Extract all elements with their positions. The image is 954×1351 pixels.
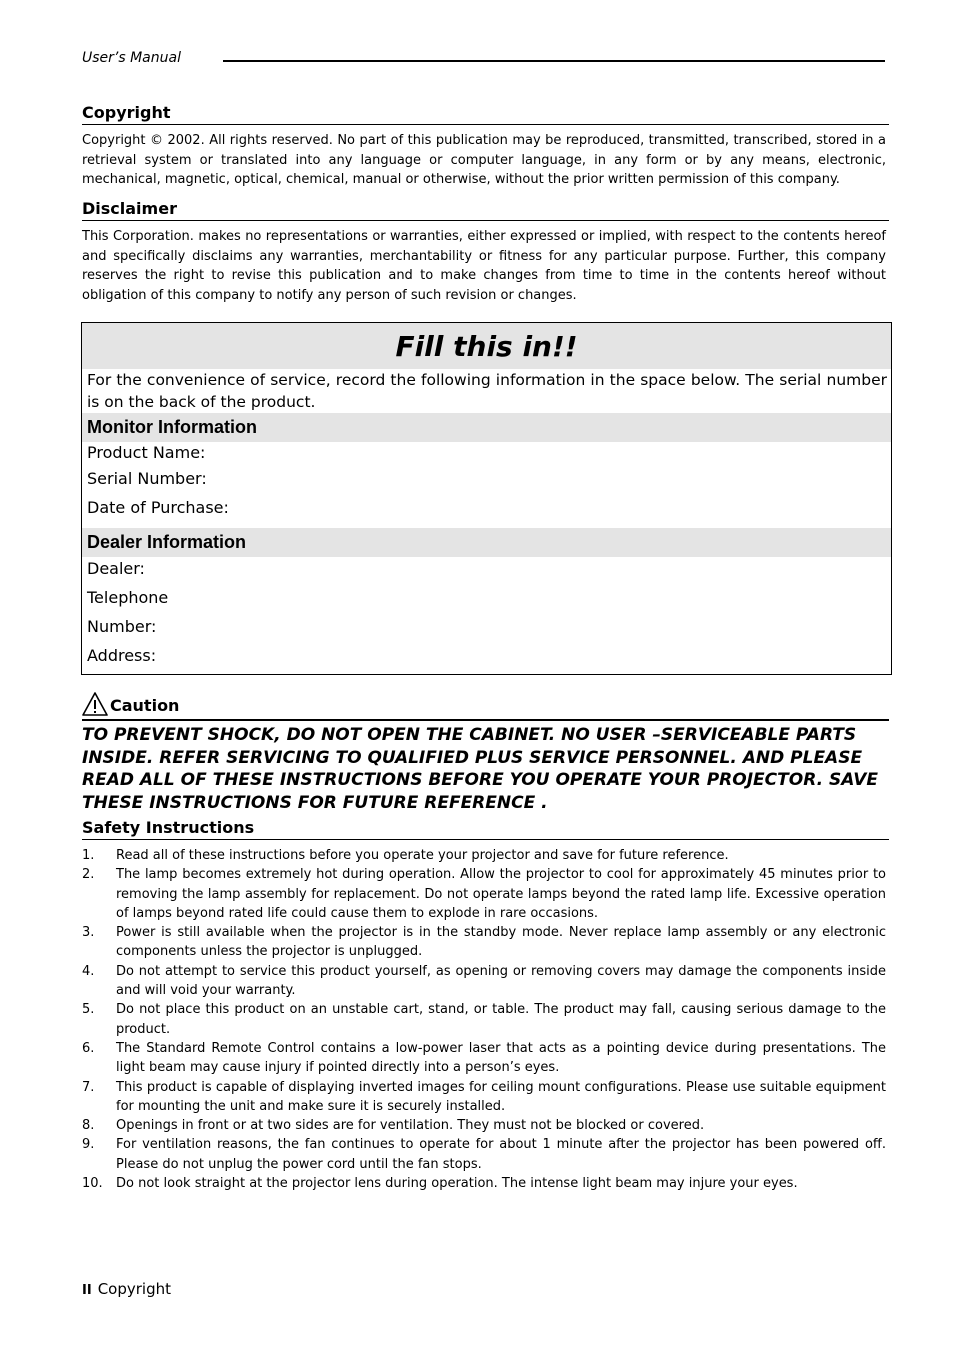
item-text: The Standard Remote Control contains a low-power laser that acts as a pointing device during presentations. The light beam may cause injury if pointed directly into a person’s eyes. xyxy=(116,1040,886,1076)
item-text: This product is capable of displaying inverted images for ceiling mount configurations. Please use suitable equipment for mounting the unit and make sure it is securely installed. xyxy=(116,1079,886,1114)
item-text: Do not look straight at the projector lens during operation. The intense light beam may injure your eyes. xyxy=(116,1176,798,1192)
form-title: Fill this in!! xyxy=(82,323,891,369)
telephone-number-field[interactable]: Number: xyxy=(87,617,157,636)
item-text: Do not place this product on an unstable cart, stand, or table. The product may fall, causing serious damage to the product. xyxy=(116,1002,886,1037)
header-rule xyxy=(223,60,885,62)
copyright-heading: Copyright xyxy=(82,103,889,125)
safety-instructions-list xyxy=(82,846,886,1193)
list-item xyxy=(82,1078,886,1117)
page-footer xyxy=(82,1280,171,1298)
safety-instructions-heading: Safety Instructions xyxy=(82,818,889,840)
page-number: II xyxy=(82,1283,92,1298)
item-number: 10. xyxy=(82,1176,103,1192)
caution-warning-text: TO PREVENT SHOCK, DO NOT OPEN THE CABINET. NO USER –SERVICEABLE PARTS INSIDE. REFER SERVICING TO QUALIFIED PLUS SERVICE PERSONNEL. AND PLEASE READ ALL OF THESE INSTRUCTIONS BEFORE YOU OPERATE YOUR PROJECTOR. SAVE THESE INSTRUCTIONS FOR FUTURE REFERENCE . xyxy=(82,725,878,813)
fill-in-form xyxy=(81,322,892,675)
list-item xyxy=(82,1000,886,1039)
item-number: 7. xyxy=(82,1079,95,1095)
running-header xyxy=(82,50,885,70)
item-text: The lamp becomes extremely hot during operation. Allow the projector to cool for approximately 45 minutes prior to removing the lamp assembly for replacement. Do not operate lamps beyond the rated lamp life. Excessive operation of lamps beyond rated life could cause them to explode in rare occasions. xyxy=(116,867,886,921)
list-item xyxy=(82,846,886,865)
list-item xyxy=(82,1116,886,1135)
monitor-fields xyxy=(82,442,891,528)
list-item xyxy=(82,1039,886,1078)
item-number: 9. xyxy=(82,1137,95,1153)
item-number: 1. xyxy=(82,848,95,863)
footer-section-label: Copyright xyxy=(97,1280,171,1298)
caution-heading xyxy=(82,691,889,721)
list-item xyxy=(82,1135,886,1174)
dealer-fields xyxy=(82,557,891,673)
dealer-information-heading: Dealer Information xyxy=(82,528,891,557)
manual-title: User’s Manual xyxy=(82,50,181,66)
copyright-text: Copyright © 2002. All rights reserved. No part of this publication may be reproduced, transmitted, transcribed, stored in a retrieval system or translated into any language or computer language, in any form or by any means, electronic, mechanical, magnetic, optical, chemical, manual or otherwise, without the prior written permission of this company. xyxy=(82,133,886,187)
item-number: 5. xyxy=(82,1002,95,1018)
item-text: For ventilation reasons, the fan continues to operate for about 1 minute after the projector has been powered off. Please do not unplug the power cord until the fan stops. xyxy=(116,1137,886,1172)
item-text: Do not attempt to service this product yourself, as opening or removing covers may damage the components inside and will void your warranty. xyxy=(116,963,886,999)
disclaimer-heading: Disclaimer xyxy=(82,199,889,221)
disclaimer-text: This Corporation. makes no representations or warranties, either expressed or implied, with respect to the contents hereof and specifically disclaims any warranties, merchantability or fitness for any particular purpose. Further, this company reserves the right to revise this publication and to make changes from time to time in the contents hereof without obligation of this company to notify any person of such revision or changes. xyxy=(82,229,886,303)
dealer-field[interactable]: Dealer: xyxy=(87,559,145,578)
list-item xyxy=(82,962,886,1001)
monitor-information-heading: Monitor Information xyxy=(82,413,891,442)
form-intro: For the convenience of service, record the following information in the space below. The serial number is on the back of the product. xyxy=(82,369,891,413)
date-of-purchase-field[interactable]: Date of Purchase: xyxy=(87,498,229,517)
telephone-label: Telephone xyxy=(87,588,169,607)
item-text: Openings in front or at two sides are for ventilation. They must not be blocked or covered. xyxy=(116,1118,705,1134)
list-item xyxy=(82,865,886,923)
list-item xyxy=(82,923,886,962)
item-number: 2. xyxy=(82,867,95,883)
product-name-field[interactable]: Product Name: xyxy=(87,443,206,462)
warning-triangle-icon xyxy=(82,691,108,717)
list-item xyxy=(82,1174,886,1193)
item-number: 3. xyxy=(82,925,95,941)
item-number: 4. xyxy=(82,963,95,979)
item-text: Read all of these instructions before you operate your projector and save for future reference. xyxy=(116,848,729,863)
caution-label: Caution xyxy=(110,696,180,715)
item-text: Power is still available when the projector is in the standby mode. Never replace lamp assembly or any electronic components unless the projector is unplugged. xyxy=(116,925,886,960)
serial-number-field[interactable]: Serial Number: xyxy=(87,469,207,488)
item-number: 6. xyxy=(82,1040,95,1056)
address-field[interactable]: Address: xyxy=(87,646,157,665)
item-number: 8. xyxy=(82,1118,95,1134)
